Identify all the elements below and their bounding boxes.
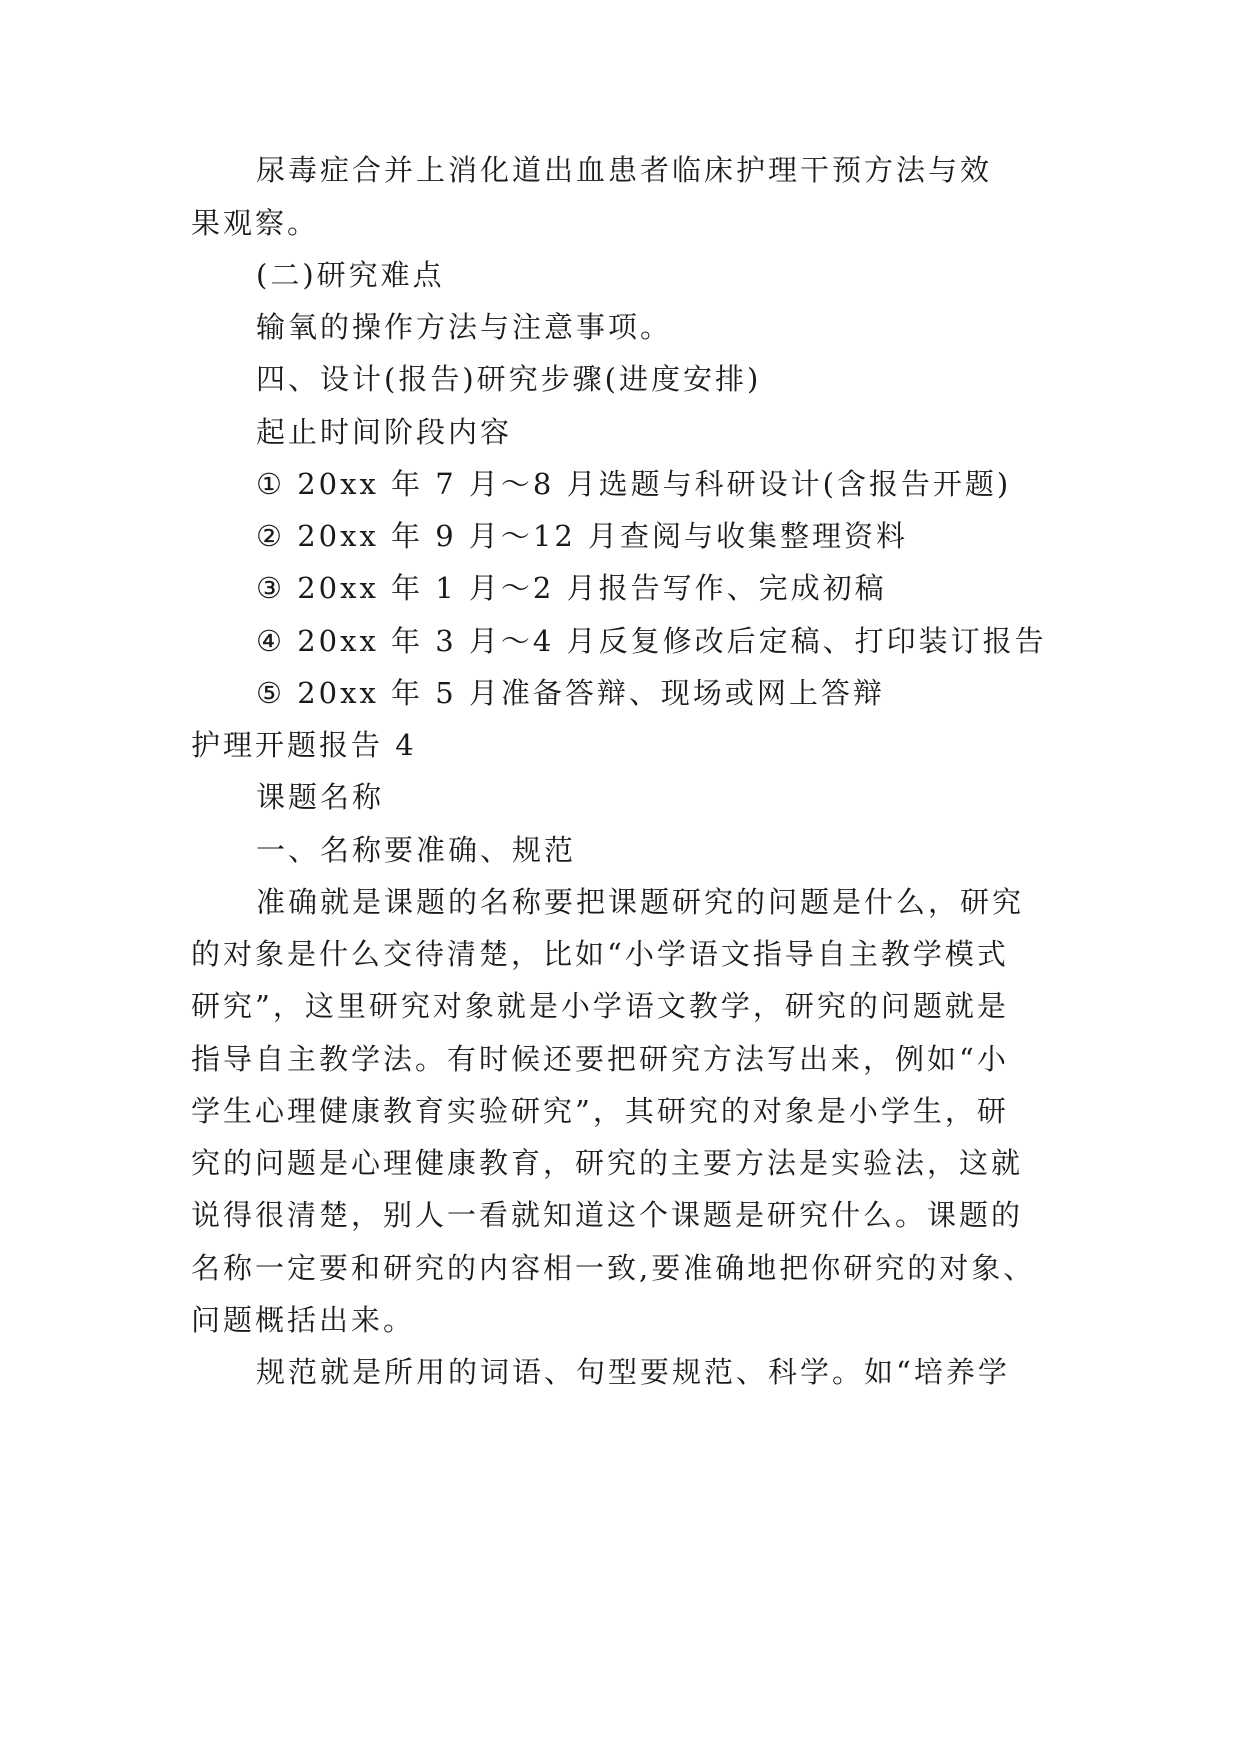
paragraph-line: 规范就是所用的词语、句型要规范、科学。如“培养学	[256, 1355, 1010, 1389]
document-title: 护理开题报告 4	[191, 728, 417, 762]
paragraph-line: 名称一定要和研究的内容相一致,要准确地把你研究的对象、	[191, 1251, 1036, 1285]
paragraph-line: 果观察。	[191, 206, 320, 240]
schedule-item: ④ 20xx 年 3 月～4 月反复修改后定稿、打印装订报告	[256, 624, 1047, 658]
section-heading: 课题名称	[256, 780, 385, 814]
paragraph-line: 准确就是课题的名称要把课题研究的问题是什么，研究	[256, 885, 1025, 919]
schedule-item: ⑤ 20xx 年 5 月准备答辩、现场或网上答辩	[256, 676, 885, 710]
paragraph-line: 起止时间阶段内容	[256, 415, 513, 449]
paragraph-line: 的对象是什么交待清楚，比如“小学语文指导自主教学模式	[191, 937, 1009, 971]
schedule-item: ② 20xx 年 9 月～12 月查阅与收集整理资料	[256, 519, 909, 553]
schedule-item: ① 20xx 年 7 月～8 月选题与科研设计(含报告开题)	[256, 467, 1012, 501]
paragraph-line: 问题概括出来。	[191, 1303, 416, 1337]
paragraph-line: 输氧的操作方法与注意事项。	[256, 310, 673, 344]
section-heading: 四、设计(报告)研究步骤(进度安排)	[256, 362, 762, 396]
paragraph-line: 研究”，这里研究对象就是小学语文教学，研究的问题就是	[191, 989, 1009, 1023]
paragraph-line: 究的问题是心理健康教育，研究的主要方法是实验法，这就	[191, 1146, 1024, 1180]
paragraph-line: 说得很清楚，别人一看就知道这个课题是研究什么。课题的	[191, 1198, 1024, 1232]
paragraph-line: 指导自主教学法。有时候还要把研究方法写出来，例如“小	[191, 1042, 1009, 1076]
paragraph-line: 学生心理健康教育实验研究”，其研究的对象是小学生，研	[191, 1094, 1009, 1128]
paragraph-line: 尿毒症合并上消化道出血患者临床护理干预方法与效	[256, 153, 993, 187]
section-heading: (二)研究难点	[256, 258, 445, 292]
section-heading: 一、名称要准确、规范	[256, 833, 577, 867]
schedule-item: ③ 20xx 年 1 月～2 月报告写作、完成初稿	[256, 571, 887, 605]
